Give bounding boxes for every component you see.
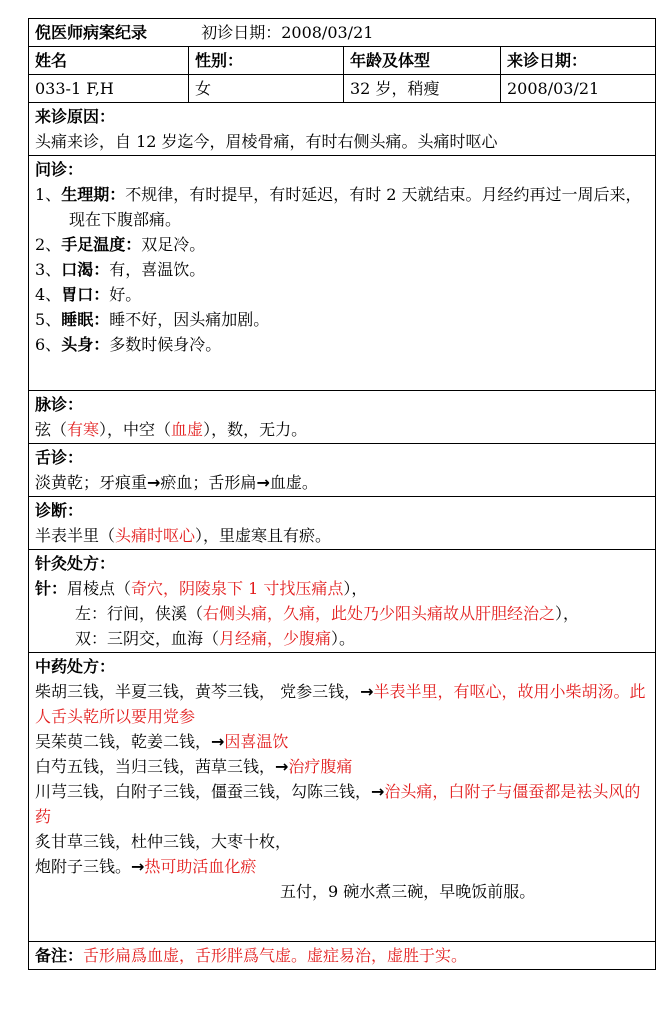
reason-text: 头痛来诊，自 12 岁迄今，眉棱骨痛，有时右侧头痛。头痛时呕心 [35,132,498,151]
inquiry-item-body: 6、头身：多数时候身冷。 [35,335,222,354]
reason-heading: 来诊原因： [35,107,116,126]
note-section [29,942,656,970]
herbs-line-3: 白芍五钱，当归三钱，茜草三钱，→治疗腹痛 [35,757,353,776]
patient-header-row [29,47,656,75]
herbs-line-4: 川芎三钱，白附子三钱，僵蚕三钱，勾陈三钱，→治头痛，白附子与僵蚕都是袪头风的药 [35,782,641,826]
acupuncture-heading: 针灸处方： [35,554,116,573]
inquiry-item-appetite: 4、胃口：好。 [35,285,142,304]
herbs-line-6: 炮附子三钱。→热可助活血化瘀 [35,857,257,876]
acupuncture-section [29,550,656,653]
title-row [29,19,656,47]
tongue-heading: 舌诊： [35,448,84,467]
arrow-right-icon: → [256,473,270,492]
arrow-right-icon: → [131,857,145,876]
name-header: 姓名 [29,47,189,75]
record-page [28,18,655,970]
patient-value-row [29,75,656,103]
inquiry-item-sleep: 5、睡眠：睡不好，因头痛加剧。 [35,310,270,329]
diagnosis-text: 半表半里（头痛时呕心），里虚寒且有瘀。 [35,526,332,545]
tongue-section [29,444,656,497]
sex-header: 性别： [189,47,344,75]
herbs-section [29,653,656,942]
arrow-right-icon: → [360,682,374,701]
age-value: 32 岁，稍瘦 [344,75,501,103]
herbs-heading: 中药处方： [35,657,116,676]
visit-date-header: 来诊日期： [501,47,656,75]
inquiry-item-thirst: 3、口渴：有，喜温饮。 [35,260,206,279]
acupuncture-line-2: 左：行间，侠溪（右侧头痛，久痛，此处乃少阳头痛故从肝胆经治之）， [75,604,580,623]
inquiry-heading: 问诊： [35,160,84,179]
record-title: 倪医师病案纪录 [35,23,148,42]
inquiry-item-cycle: 1、生理期：不规律，有时提早，有时延迟，有时 2 天就结束。月经约再过一周后来，现在下腹部痛。 [35,185,642,229]
arrow-right-icon: → [275,757,289,776]
name-value: 033-1 F,H [29,75,189,103]
pulse-heading: 脉诊： [35,395,84,414]
inquiry-section [29,156,656,391]
arrow-right-icon: → [371,782,385,801]
pulse-text: 弦（有寒），中空（血虚），数，无力。 [35,420,308,439]
medical-record-table [28,18,656,970]
note-text: 舌形扁爲血虚，舌形胖爲气虚。虚症易治，虚胜于实。 [83,946,468,965]
tongue-text: 淡黄乾；牙痕重→瘀血；舌形扁→血虚。 [35,473,318,492]
reason-section [29,103,656,156]
sex-value: 女 [189,75,344,103]
arrow-right-icon: → [147,473,161,492]
acupuncture-line-1: 针：眉棱点（奇穴，阴陵泉下 1 寸找压痛点）， [35,579,368,598]
herbs-line-2: 吴茱萸二钱，乾姜二钱，→因喜温饮 [35,732,289,751]
inquiry-item-temperature: 2、手足温度：双足冷。 [35,235,206,254]
first-visit-date: 初诊日期：2008/03/21 [201,23,374,42]
age-header: 年龄及体型 [344,47,501,75]
pulse-section [29,391,656,444]
acupuncture-line-3: 双：三阴交，血海（月经痛，少腹痛）。 [75,629,356,648]
arrow-right-icon: → [211,732,225,751]
visit-date-value: 2008/03/21 [501,75,656,103]
note-heading: 备注： [35,946,84,965]
diagnosis-section [29,497,656,550]
herbs-dosage-instruction: 五付，9 碗水煮三碗，早晚饭前服。 [280,882,536,901]
diagnosis-heading: 诊断： [35,501,84,520]
herbs-line-5: 炙甘草三钱，杜仲三钱，大枣十枚， [35,832,292,851]
herbs-line-1: 柴胡三钱，半夏三钱，黄芩三钱， 党参三钱，→半表半里，有呕心，故用小柴胡汤。此人舌头乾所以要用党参 [35,682,646,726]
